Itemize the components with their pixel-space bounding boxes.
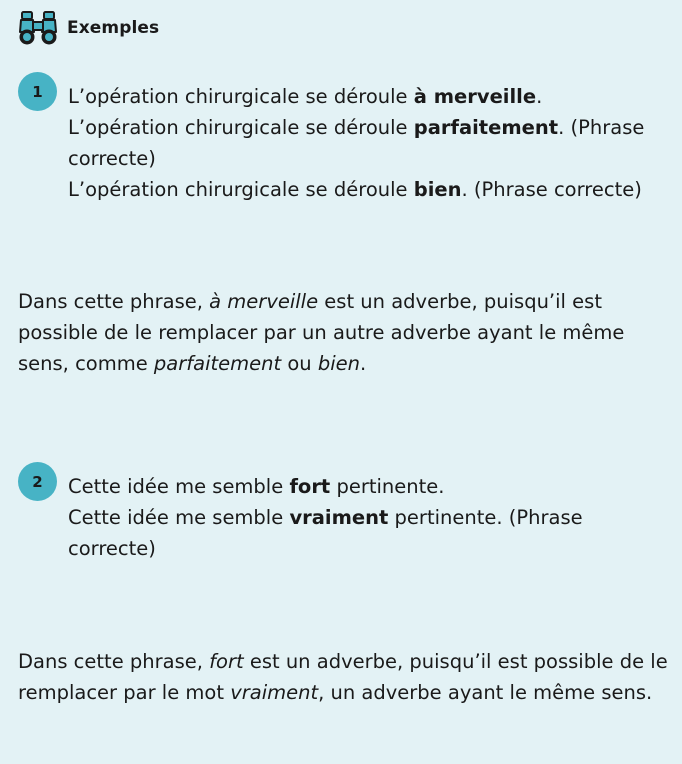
example-sentences <box>68 471 668 564</box>
examples-header <box>18 10 159 46</box>
example-sentence: Cette idée me semble vraiment pertinente. (Phrase correcte) <box>68 506 583 560</box>
example-sentence: L’opération chirurgicale se déroule bien. (Phrase correcte) <box>68 178 642 201</box>
example-sentence: L’opération chirurgicale se déroule parfaitement. (Phrase correcte) <box>68 116 645 170</box>
example-number-badge: 2 <box>18 462 57 501</box>
example-sentence: L’opération chirurgicale se déroule à merveille. <box>68 85 543 108</box>
example-sentences <box>68 81 668 205</box>
example-sentence: Cette idée me semble fort pertinente. <box>68 475 445 498</box>
example-number-badge: 1 <box>18 72 57 111</box>
example-1-explanation: Dans cette phrase, à merveille est un adverbe, puisqu’il est possible de le remplacer par un autre adverbe ayant le même sens, comme parfaitement ou bien. <box>18 290 625 375</box>
examples-title: Exemples <box>67 18 160 38</box>
example-2-explanation: Dans cette phrase, fort est un adverbe, puisqu’il est possible de le remplacer par le mot vraiment, un adverbe ayant le même sens. <box>18 650 668 704</box>
binoculars-icon <box>18 10 58 46</box>
